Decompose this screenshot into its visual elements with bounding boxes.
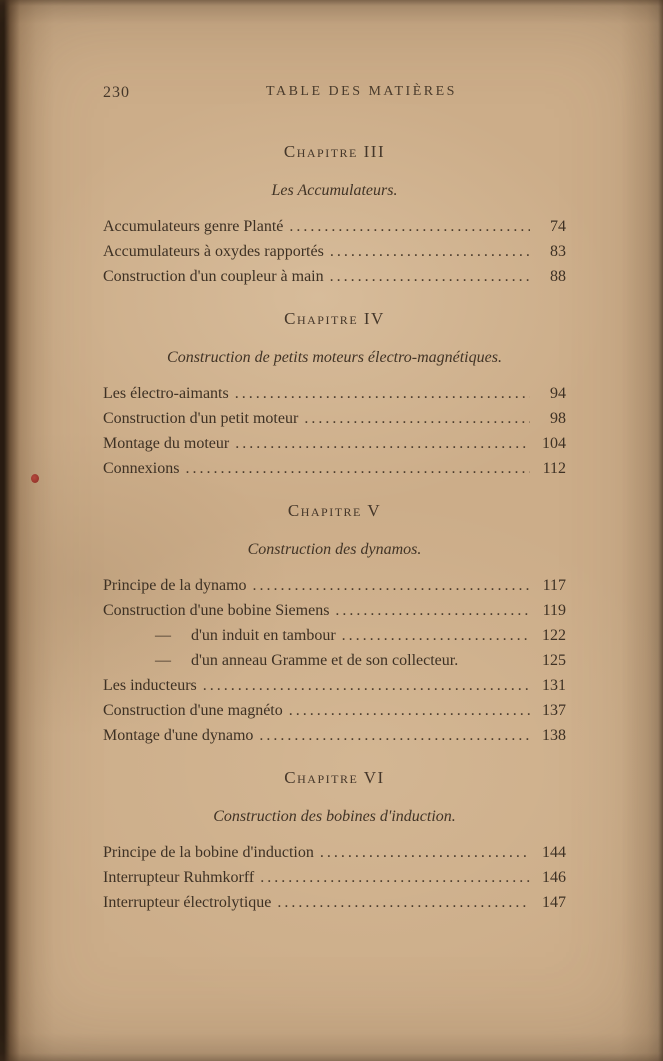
toc-entry (103, 406, 566, 431)
toc-entry-page: 83 (550, 243, 566, 260)
toc-entry (103, 840, 566, 865)
toc-entry-label: Construction d'une bobine Siemens (103, 602, 330, 619)
toc-entry-page: 138 (542, 727, 566, 744)
toc-entry (103, 431, 566, 456)
toc-entry (103, 723, 566, 748)
toc-entry-label: Montage du moteur (103, 435, 230, 452)
page-header (103, 84, 566, 102)
toc-entry-label: Interrupteur électrolytique (103, 894, 272, 911)
chapter-subtitle: Construction de petits moteurs électro-magnétiques. (167, 349, 502, 366)
dot-leader (330, 264, 530, 289)
toc-entry (103, 623, 566, 648)
toc-entry-label: Principe de la dynamo (103, 577, 247, 594)
dot-leader (320, 840, 530, 865)
dot-leader (235, 381, 530, 406)
toc-entry (103, 865, 566, 890)
running-title: TABLE DES MATIÈRES (266, 84, 457, 99)
dot-leader (259, 723, 530, 748)
toc-entry-page: 74 (550, 218, 566, 235)
chapter-entries (103, 573, 566, 748)
toc-entry-page: 98 (550, 410, 566, 427)
toc-entry-label: Construction d'un petit moteur (103, 410, 299, 427)
toc-entry (103, 214, 566, 239)
dot-leader (185, 456, 530, 481)
dot-leader (342, 623, 530, 648)
ditto-dash: — (155, 652, 171, 669)
toc-entry (103, 890, 566, 915)
toc-entry-page: 88 (550, 268, 566, 285)
toc-entry-page: 119 (542, 602, 566, 619)
dot-leader (235, 431, 530, 456)
toc-entry (103, 239, 566, 264)
toc-entry-page: 146 (542, 869, 566, 886)
toc-entry-label: Accumulateurs genre Planté (103, 218, 284, 235)
toc-entry-label: Construction d'un coupleur à main (103, 268, 324, 285)
toc-entry-label: d'un induit en tambour (191, 627, 336, 644)
dot-leader (304, 406, 530, 431)
toc-entry (103, 698, 566, 723)
chapter-section (103, 768, 566, 915)
toc-entry-page: 117 (542, 577, 566, 594)
toc-entry (103, 598, 566, 623)
chapter-subtitle: Les Accumulateurs. (271, 182, 398, 199)
toc-entry-label: Les électro-aimants (103, 385, 229, 402)
toc-entry-page: 104 (542, 435, 566, 452)
page-number: 230 (103, 84, 130, 101)
toc-entry-label: Accumulateurs à oxydes rapportés (103, 243, 324, 260)
chapter-entries (103, 840, 566, 915)
ink-spot (31, 474, 39, 483)
ditto-dash: — (155, 627, 171, 644)
chapter-heading: Chapitre V (287, 501, 382, 520)
chapter-section (103, 142, 566, 289)
table-of-contents (103, 142, 566, 915)
dot-leader (335, 598, 530, 623)
toc-entry-page: 137 (542, 702, 566, 719)
chapter-subtitle: Construction des bobines d'induction. (213, 808, 456, 825)
chapter-entries (103, 214, 566, 289)
toc-entry (103, 573, 566, 598)
toc-entry-label: Construction d'une magnéto (103, 702, 283, 719)
toc-entry-page: 122 (542, 627, 566, 644)
toc-entry-label: Montage d'une dynamo (103, 727, 254, 744)
page-content (103, 0, 566, 915)
chapter-heading: Chapitre III (283, 142, 386, 161)
toc-entry-page: 147 (542, 894, 566, 911)
toc-entry-page: 144 (542, 844, 566, 861)
toc-entry-page: 125 (542, 652, 566, 669)
toc-entry-label: Interrupteur Ruhmkorff (103, 869, 255, 886)
toc-entry-page: 94 (550, 385, 566, 402)
dot-leader (289, 698, 530, 723)
chapter-entries (103, 381, 566, 481)
toc-entry-label: Connexions (103, 460, 180, 477)
toc-entry-label: d'un anneau Gramme et de son collecteur. (191, 652, 459, 669)
dot-leader (277, 890, 530, 915)
chapter-heading: Chapitre IV (284, 309, 385, 328)
toc-entry (103, 673, 566, 698)
dot-leader (260, 865, 530, 890)
dot-leader (330, 239, 530, 264)
chapter-heading: Chapitre VI (284, 768, 385, 787)
toc-entry-page: 131 (542, 677, 566, 694)
toc-entry (103, 264, 566, 289)
dot-leader (203, 673, 530, 698)
dot-leader (253, 573, 530, 598)
chapter-section (103, 501, 566, 748)
toc-entry-label: Principe de la bobine d'induction (103, 844, 314, 861)
toc-entry (103, 648, 566, 673)
chapter-section (103, 309, 566, 481)
toc-entry (103, 381, 566, 406)
chapter-subtitle: Construction des dynamos. (247, 541, 422, 558)
dot-leader (289, 214, 530, 239)
toc-entry-label: Les inducteurs (103, 677, 197, 694)
toc-entry (103, 456, 566, 481)
toc-entry-page: 112 (542, 460, 566, 477)
